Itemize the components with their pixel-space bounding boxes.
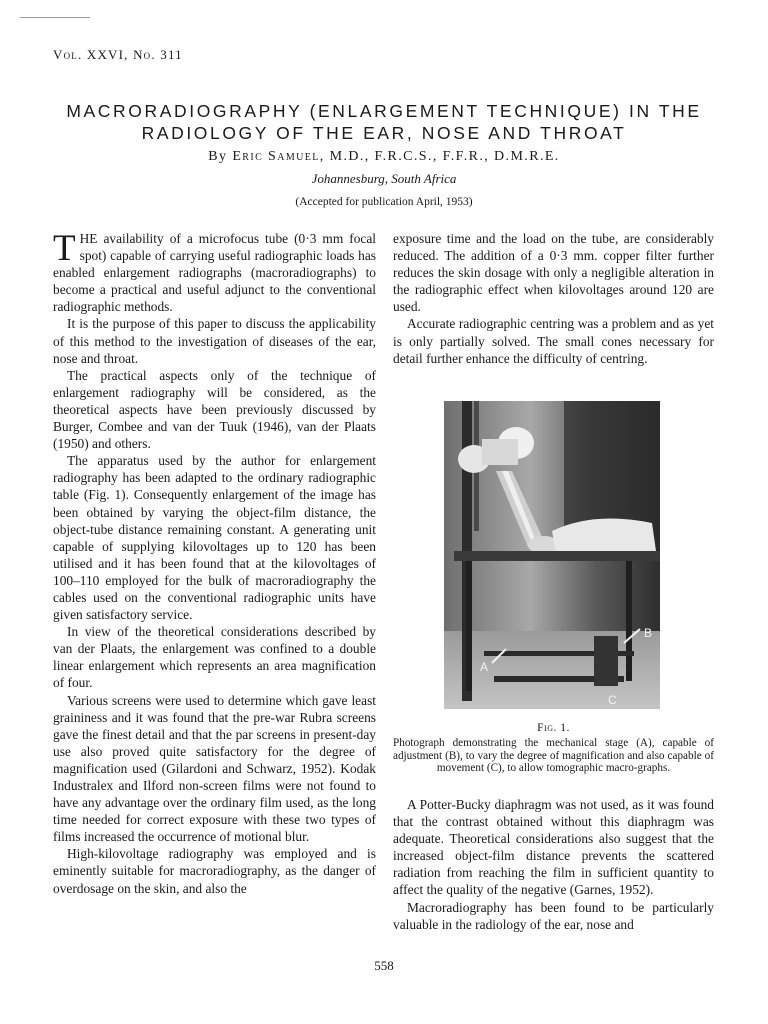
paragraph-8: exposure time and the load on the tube, are considerably reduced. The addition of a 0·3 mm. copper filter further reduces the skin dosage with only a negligible alteration in the radiographic effect when kilovoltages around 120 are used.: [393, 231, 714, 315]
figure-caption: Photograph demonstrating the mechanical stage (A), capable of adjustment (B), to vary the degree of magnification and also capable of movement (C), to allow tomographic macro-graphs.: [393, 737, 714, 774]
author-name: Eric Samuel: [232, 149, 320, 164]
article-title: [40, 100, 728, 144]
left-column: [53, 230, 376, 897]
paragraph-1-text: HE availability of a microfocus tube (0·3 mm focal spot) capable of carrying useful radiographic loads has enabled enlargement radiographs (macroradiographs) to become a practical and useful adjunct to the conventional radiographic methods.: [53, 231, 376, 315]
label-b: B: [644, 626, 653, 640]
byline-prefix: By: [208, 149, 228, 164]
stage-mechanism: [594, 636, 618, 686]
paragraph-7: High-kilovoltage radiography was employed and is eminently suitable for macroradiography, as the danger of overdosage on the skin, and also the: [53, 846, 376, 896]
paragraph-11: Macroradiography has been found to be particularly valuable in the radiology of the ear, nose and: [393, 899, 714, 932]
byline: [40, 149, 728, 165]
author-credentials: , M.D., F.R.C.S., F.F.R., D.M.R.E.: [319, 149, 560, 164]
top-rule: [20, 17, 90, 18]
tube-body: [482, 439, 518, 465]
figure-1-photo: [444, 401, 660, 709]
table-leg-right: [626, 561, 632, 681]
paragraph-2: It is the purpose of this paper to discuss the applicability of this method to the investigation of diseases of the ear, nose and throat.: [53, 316, 376, 366]
paragraph-1: [53, 230, 376, 315]
journal-reference: Vol. XXVI, No. 311: [53, 47, 183, 62]
table-top: [454, 551, 660, 561]
right-column-top: [393, 230, 714, 367]
affiliation: Johannesburg, South Africa: [311, 171, 457, 186]
label-a: A: [480, 660, 489, 674]
apparatus-photo: [444, 401, 660, 709]
accepted-note: (Accepted for publication April, 1953): [295, 196, 473, 208]
paragraph-4: The apparatus used by the author for enlargement radiography has been adapted to the ordinary radiographic table (Fig. 1). Consequently enlargement of the image has been obtained by varying the object-film distance, the object-tube distance remaining constant. A generating unit capable of supplying kilovoltages up to 120 has been utilised and it has been found that at the kilovoltages of 100–110 employed for the bulk of macroradiography the cables used on the conventional radiographic units have given satisfactory service.: [53, 453, 376, 623]
paragraph-10: A Potter-Bucky diaphragm was not used, as it was found that the contrast obtained without this diaphragm was adequate. Theoretical considerations also suggest that the increased object-film distance prevents the scattered radiation from reaching the film in sufficient quantity to affect the quality of the negative (Garnes, 1952).: [393, 797, 714, 898]
title-line-2: RADIOLOGY OF THE EAR, NOSE AND THROAT: [141, 123, 627, 143]
paragraph-3: The practical aspects only of the technique of enlargement radiography will be considered, as the theoretical aspects have been previously discussed by Burger, Combee and van der Tuuk (1946), van der Plaats (1950) and others.: [53, 367, 376, 452]
title-line-1: MACRORADIOGRAPHY (ENLARGEMENT TECHNIQUE) IN THE: [66, 101, 702, 121]
figure-number: Fig. 1.: [537, 722, 570, 734]
page-number: 558: [374, 958, 394, 973]
table-leg-left: [466, 561, 472, 691]
drop-cap: T: [53, 228, 76, 269]
paragraph-9: Accurate radiographic centring was a problem and as yet is only partially solved. The small cones necessary for detail further enhance the difficulty of centring.: [393, 316, 714, 366]
label-c: C: [608, 693, 617, 707]
paragraph-6: Various screens were used to determine which gave least graininess and it was found that the pre-war Rubra screens gave the finest detail and that the par screens in present-day use also proved quite satisfactory for the degree of magnification used (Gilardoni and Schwarz, 1952). Kodak Industralex and Ilford non-screen films were not found to have any advantage over the ordinary film used, as the long time needed for correct exposure with these two types of films increased the occurrence of motional blur.: [53, 692, 376, 845]
right-column-bottom: [393, 796, 714, 933]
paragraph-5: In view of the theoretical considerations described by van der Plaats, the enlargement was confined to a double linear enlargement which represents an area magnification of four.: [53, 624, 376, 691]
